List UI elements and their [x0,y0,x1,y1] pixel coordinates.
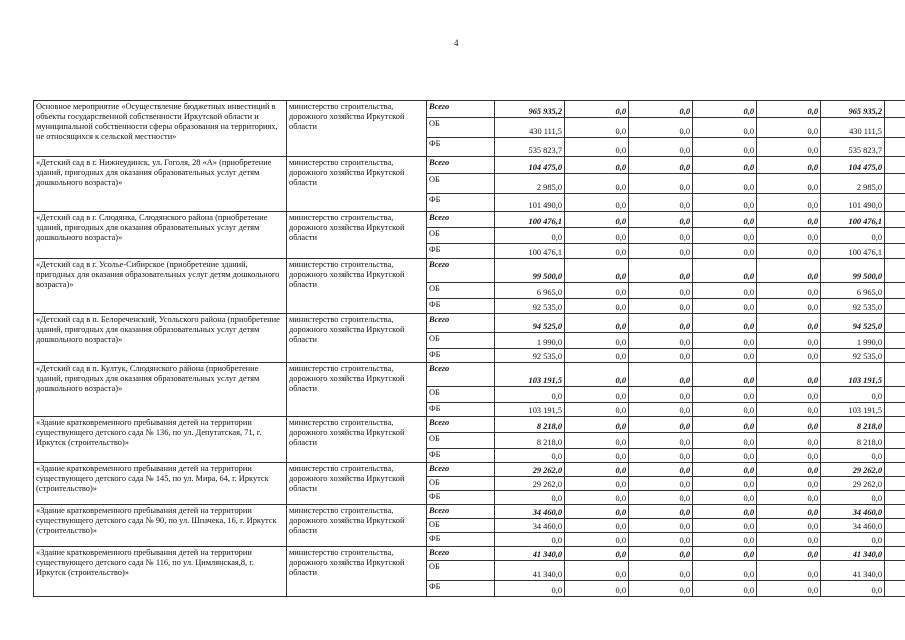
amount-cell: 0,0 [565,477,629,491]
event-name-cell: «Здание кратковременного пребывания детей на территории существующего детского сада № 136, по ул. Депутатская, 71, г. Иркутск (строительство)» [34,417,287,463]
amount-cell: 0,0 [757,477,821,491]
amount-cell: 0,0 [693,138,757,157]
empty-cell [885,505,905,519]
empty-cell [885,463,905,477]
empty-cell [885,314,905,333]
amount-cell: 0,0 [693,259,757,283]
amount-cell: 29 262,0 [495,463,565,477]
empty-cell [885,101,905,118]
funding-source-label: Всего [427,363,495,387]
amount-cell: 0,0 [757,417,821,433]
amount-cell: 0,0 [565,283,629,299]
amount-cell: 41 340,0 [495,547,565,561]
executor-cell: министерство строительства, дорожного хозяйства Иркутской области [287,417,427,463]
amount-cell: 0,0 [629,561,693,581]
amount-cell: 92 535,0 [495,299,565,314]
funding-source-label: ОБ [427,561,495,581]
amount-cell: 0,0 [629,387,693,403]
executor-cell: министерство строительства, дорожного хозяйства Иркутской области [287,547,427,597]
amount-cell: 41 340,0 [821,561,885,581]
funding-source-label: ОБ [427,228,495,244]
amount-cell: 0,0 [693,491,757,505]
funding-source-label: Всего [427,314,495,333]
amount-cell: 0,0 [757,259,821,283]
amount-cell: 0,0 [693,228,757,244]
empty-cell [885,194,905,212]
amount-cell: 0,0 [565,349,629,363]
amount-cell: 0,0 [565,519,629,533]
amount-cell: 0,0 [693,433,757,449]
funding-source-label: ФБ [427,244,495,259]
amount-cell: 0,0 [757,174,821,194]
empty-cell [885,547,905,561]
amount-cell: 0,0 [757,403,821,417]
table-row [34,157,905,174]
amount-cell: 0,0 [821,387,885,403]
amount-cell: 0,0 [629,228,693,244]
empty-cell [885,333,905,349]
amount-cell: 0,0 [757,491,821,505]
event-name-cell: «Здание кратковременного пребывания детей на территории существующего детского сада № 116, по ул. Цимлянская,8, г. Иркутск (строительство)» [34,547,287,597]
amount-cell: 8 218,0 [495,433,565,449]
empty-cell [885,403,905,417]
amount-cell: 34 460,0 [821,505,885,519]
amount-cell: 0,0 [693,101,757,118]
amount-cell: 41 340,0 [495,561,565,581]
amount-cell: 94 525,0 [821,314,885,333]
amount-cell: 965 935,2 [495,101,565,118]
amount-cell: 0,0 [565,387,629,403]
amount-cell: 965 935,2 [821,101,885,118]
amount-cell: 0,0 [629,299,693,314]
amount-cell: 0,0 [565,581,629,597]
amount-cell: 34 460,0 [821,519,885,533]
amount-cell: 0,0 [495,491,565,505]
amount-cell: 0,0 [757,505,821,519]
funding-source-label: ОБ [427,333,495,349]
empty-cell [885,259,905,283]
amount-cell: 430 111,5 [495,118,565,138]
funding-source-label: ФБ [427,299,495,314]
empty-cell [885,174,905,194]
funding-source-label: ОБ [427,387,495,403]
amount-cell: 0,0 [629,505,693,519]
amount-cell: 94 525,0 [495,314,565,333]
empty-cell [885,349,905,363]
amount-cell: 100 476,1 [821,212,885,228]
amount-cell: 0,0 [757,228,821,244]
amount-cell: 0,0 [693,403,757,417]
empty-cell [885,561,905,581]
amount-cell: 0,0 [629,449,693,463]
amount-cell: 1 990,0 [495,333,565,349]
funding-source-label: ФБ [427,581,495,597]
funding-source-label: ФБ [427,533,495,547]
funding-source-label: ОБ [427,519,495,533]
amount-cell: 0,0 [495,581,565,597]
amount-cell: 0,0 [495,533,565,547]
amount-cell: 0,0 [757,449,821,463]
amount-cell: 430 111,5 [821,118,885,138]
table-row [34,259,905,283]
funding-source-label: ОБ [427,174,495,194]
amount-cell: 0,0 [565,259,629,283]
amount-cell: 0,0 [693,174,757,194]
amount-cell: 0,0 [693,387,757,403]
amount-cell: 0,0 [821,449,885,463]
table-body [34,101,905,597]
amount-cell: 1 990,0 [821,333,885,349]
empty-cell [885,244,905,259]
amount-cell: 0,0 [565,194,629,212]
table-row [34,101,905,118]
amount-cell: 2 985,0 [821,174,885,194]
amount-cell: 0,0 [693,533,757,547]
amount-cell: 34 460,0 [495,519,565,533]
amount-cell: 103 191,5 [821,403,885,417]
page-number: 4 [454,38,459,48]
amount-cell: 0,0 [565,363,629,387]
amount-cell: 0,0 [693,118,757,138]
amount-cell: 99 500,0 [495,259,565,283]
executor-cell: министерство строительства, дорожного хозяйства Иркутской области [287,463,427,505]
amount-cell: 0,0 [757,314,821,333]
empty-cell [885,283,905,299]
amount-cell: 0,0 [629,259,693,283]
executor-cell: министерство строительства, дорожного хозяйства Иркутской области [287,259,427,314]
event-name-cell: «Здание кратковременного пребывания детей на территории существующего детского сада № 145, по ул. Мира, 64, г. Иркутск (строительство)» [34,463,287,505]
amount-cell: 101 490,0 [821,194,885,212]
amount-cell: 41 340,0 [821,547,885,561]
amount-cell: 0,0 [693,283,757,299]
funding-source-label: Всего [427,259,495,283]
amount-cell: 0,0 [757,194,821,212]
amount-cell: 8 218,0 [821,433,885,449]
amount-cell: 0,0 [693,477,757,491]
amount-cell: 0,0 [629,138,693,157]
amount-cell: 0,0 [629,101,693,118]
event-name-cell: «Здание кратковременного пребывания детей на территории существующего детского сада № 90, по ул. Шпачека, 16, г. Иркутск (строительство)» [34,505,287,547]
executor-cell: министерство строительства, дорожного хозяйства Иркутской области [287,363,427,417]
amount-cell: 0,0 [629,417,693,433]
empty-cell [885,449,905,463]
amount-cell: 0,0 [565,118,629,138]
amount-cell: 0,0 [629,477,693,491]
amount-cell: 0,0 [629,581,693,597]
amount-cell: 103 191,5 [495,363,565,387]
amount-cell: 0,0 [629,363,693,387]
funding-source-label: Всего [427,212,495,228]
funding-source-label: Всего [427,101,495,118]
table-row [34,363,905,387]
amount-cell: 34 460,0 [495,505,565,519]
empty-cell [885,433,905,449]
amount-cell: 0,0 [693,363,757,387]
amount-cell: 0,0 [565,491,629,505]
amount-cell: 0,0 [629,403,693,417]
table-row [34,417,905,433]
event-name-cell: «Детский сад в г. Слюдянка, Слюдянского района (приобретение зданий, пригодных для оказания образовательных услуг детям дошкольного возраста)» [34,212,287,259]
amount-cell: 0,0 [565,547,629,561]
amount-cell: 0,0 [757,533,821,547]
empty-cell [885,417,905,433]
event-name-cell: «Детский сад в г. Усолье-Сибирское (приобретение зданий, пригодных для оказания образовательных услуг детям дошкольного возраста)» [34,259,287,314]
amount-cell: 0,0 [693,547,757,561]
amount-cell: 0,0 [757,118,821,138]
amount-cell: 0,0 [693,581,757,597]
amount-cell: 535 823,7 [821,138,885,157]
empty-cell [885,228,905,244]
amount-cell: 101 490,0 [495,194,565,212]
empty-cell [885,138,905,157]
amount-cell: 100 476,1 [495,212,565,228]
funding-source-label: ФБ [427,349,495,363]
amount-cell: 0,0 [757,433,821,449]
amount-cell: 0,0 [565,138,629,157]
amount-cell: 104 475,0 [821,157,885,174]
amount-cell: 6 965,0 [495,283,565,299]
empty-cell [885,212,905,228]
amount-cell: 0,0 [757,463,821,477]
amount-cell: 0,0 [693,519,757,533]
amount-cell: 0,0 [629,349,693,363]
amount-cell: 0,0 [629,519,693,533]
amount-cell: 0,0 [629,547,693,561]
amount-cell: 0,0 [565,449,629,463]
amount-cell: 0,0 [565,463,629,477]
funding-source-label: ФБ [427,194,495,212]
budget-table [33,100,905,597]
amount-cell: 0,0 [693,299,757,314]
amount-cell: 0,0 [565,228,629,244]
amount-cell: 0,0 [565,157,629,174]
funding-source-label: ОБ [427,118,495,138]
amount-cell: 0,0 [565,299,629,314]
amount-cell: 0,0 [757,547,821,561]
amount-cell: 0,0 [629,283,693,299]
empty-cell [885,519,905,533]
amount-cell: 0,0 [629,244,693,259]
funding-source-label: ОБ [427,477,495,491]
amount-cell: 0,0 [757,387,821,403]
empty-cell [885,299,905,314]
funding-source-label: ФБ [427,491,495,505]
amount-cell: 0,0 [565,333,629,349]
amount-cell: 0,0 [693,244,757,259]
amount-cell: 0,0 [693,157,757,174]
empty-cell [885,118,905,138]
amount-cell: 0,0 [629,174,693,194]
amount-cell: 0,0 [693,194,757,212]
amount-cell: 0,0 [629,194,693,212]
amount-cell: 0,0 [757,157,821,174]
table-row [34,314,905,333]
amount-cell: 0,0 [821,581,885,597]
amount-cell: 0,0 [757,138,821,157]
amount-cell: 100 476,1 [821,244,885,259]
empty-cell [885,533,905,547]
amount-cell: 103 191,5 [821,363,885,387]
amount-cell: 0,0 [693,212,757,228]
amount-cell: 0,0 [821,228,885,244]
amount-cell: 0,0 [629,212,693,228]
amount-cell: 0,0 [757,101,821,118]
amount-cell: 8 218,0 [495,417,565,433]
funding-source-label: Всего [427,157,495,174]
amount-cell: 0,0 [757,244,821,259]
amount-cell: 2 985,0 [495,174,565,194]
table-row [34,505,905,519]
amount-cell: 0,0 [693,314,757,333]
amount-cell: 0,0 [629,463,693,477]
amount-cell: 0,0 [629,533,693,547]
funding-source-label: Всего [427,547,495,561]
amount-cell: 6 965,0 [821,283,885,299]
empty-cell [885,157,905,174]
amount-cell: 0,0 [693,417,757,433]
empty-cell [885,363,905,387]
amount-cell: 0,0 [565,505,629,519]
amount-cell: 0,0 [757,299,821,314]
empty-cell [885,581,905,597]
executor-cell: министерство строительства, дорожного хозяйства Иркутской области [287,505,427,547]
amount-cell: 0,0 [495,387,565,403]
executor-cell: министерство строительства, дорожного хозяйства Иркутской области [287,157,427,212]
funding-source-label: ФБ [427,138,495,157]
amount-cell: 0,0 [757,561,821,581]
table-row [34,547,905,561]
executor-cell: министерство строительства, дорожного хозяйства Иркутской области [287,314,427,363]
event-name-cell: «Детский сад в п. Култук, Слюдянского района (приобретение зданий, пригодных для оказания образовательных услуг детям дошкольного возраста)» [34,363,287,417]
amount-cell: 99 500,0 [821,259,885,283]
amount-cell: 0,0 [821,491,885,505]
amount-cell: 0,0 [757,519,821,533]
amount-cell: 0,0 [565,314,629,333]
event-name-cell: Основное мероприятие «Осуществление бюджетных инвестиций в объекты государственной собственности Иркутской области и муниципальной собственности сферы образования на территориях, не относящихся к сельской местности» [34,101,287,157]
amount-cell: 100 476,1 [495,244,565,259]
amount-cell: 0,0 [565,212,629,228]
funding-source-label: ФБ [427,403,495,417]
amount-cell: 0,0 [757,349,821,363]
amount-cell: 0,0 [565,244,629,259]
amount-cell: 29 262,0 [495,477,565,491]
amount-cell: 92 535,0 [821,349,885,363]
amount-cell: 0,0 [693,505,757,519]
funding-source-label: ОБ [427,283,495,299]
amount-cell: 0,0 [565,417,629,433]
amount-cell: 0,0 [757,333,821,349]
amount-cell: 8 218,0 [821,417,885,433]
amount-cell: 29 262,0 [821,477,885,491]
empty-cell [885,387,905,403]
amount-cell: 0,0 [629,118,693,138]
empty-cell [885,491,905,505]
executor-cell: министерство строительства, дорожного хозяйства Иркутской области [287,212,427,259]
amount-cell: 0,0 [693,349,757,363]
amount-cell: 0,0 [757,363,821,387]
amount-cell: 92 535,0 [821,299,885,314]
amount-cell: 0,0 [821,533,885,547]
empty-cell [885,477,905,491]
amount-cell: 29 262,0 [821,463,885,477]
amount-cell: 0,0 [693,333,757,349]
amount-cell: 0,0 [757,581,821,597]
funding-source-label: Всего [427,505,495,519]
amount-cell: 0,0 [565,533,629,547]
funding-source-label: ФБ [427,449,495,463]
amount-cell: 0,0 [565,101,629,118]
amount-cell: 0,0 [495,449,565,463]
amount-cell: 0,0 [757,283,821,299]
amount-cell: 0,0 [565,561,629,581]
funding-source-label: Всего [427,417,495,433]
amount-cell: 103 191,5 [495,403,565,417]
executor-cell: министерство строительства, дорожного хозяйства Иркутской области [287,101,427,157]
amount-cell: 0,0 [565,403,629,417]
amount-cell: 0,0 [757,212,821,228]
amount-cell: 0,0 [693,561,757,581]
amount-cell: 0,0 [693,449,757,463]
amount-cell: 104 475,0 [495,157,565,174]
funding-source-label: ОБ [427,433,495,449]
table-row [34,212,905,228]
amount-cell: 0,0 [565,174,629,194]
amount-cell: 0,0 [629,491,693,505]
amount-cell: 535 823,7 [495,138,565,157]
amount-cell: 0,0 [495,228,565,244]
amount-cell: 0,0 [693,463,757,477]
amount-cell: 92 535,0 [495,349,565,363]
amount-cell: 0,0 [565,433,629,449]
amount-cell: 0,0 [629,314,693,333]
event-name-cell: «Детский сад в г. Нижнеудинск, ул. Гоголя, 28 «А» (приобретение зданий, пригодных для оказания образовательных услуг детям дошкольного возраста)» [34,157,287,212]
amount-cell: 0,0 [629,157,693,174]
table-row [34,463,905,477]
amount-cell: 0,0 [629,333,693,349]
amount-cell: 0,0 [629,433,693,449]
funding-source-label: Всего [427,463,495,477]
event-name-cell: «Детский сад в п. Белореченский, Усольского района (приобретение зданий, пригодных для оказания образовательных услуг детям дошкольного возраста)» [34,314,287,363]
